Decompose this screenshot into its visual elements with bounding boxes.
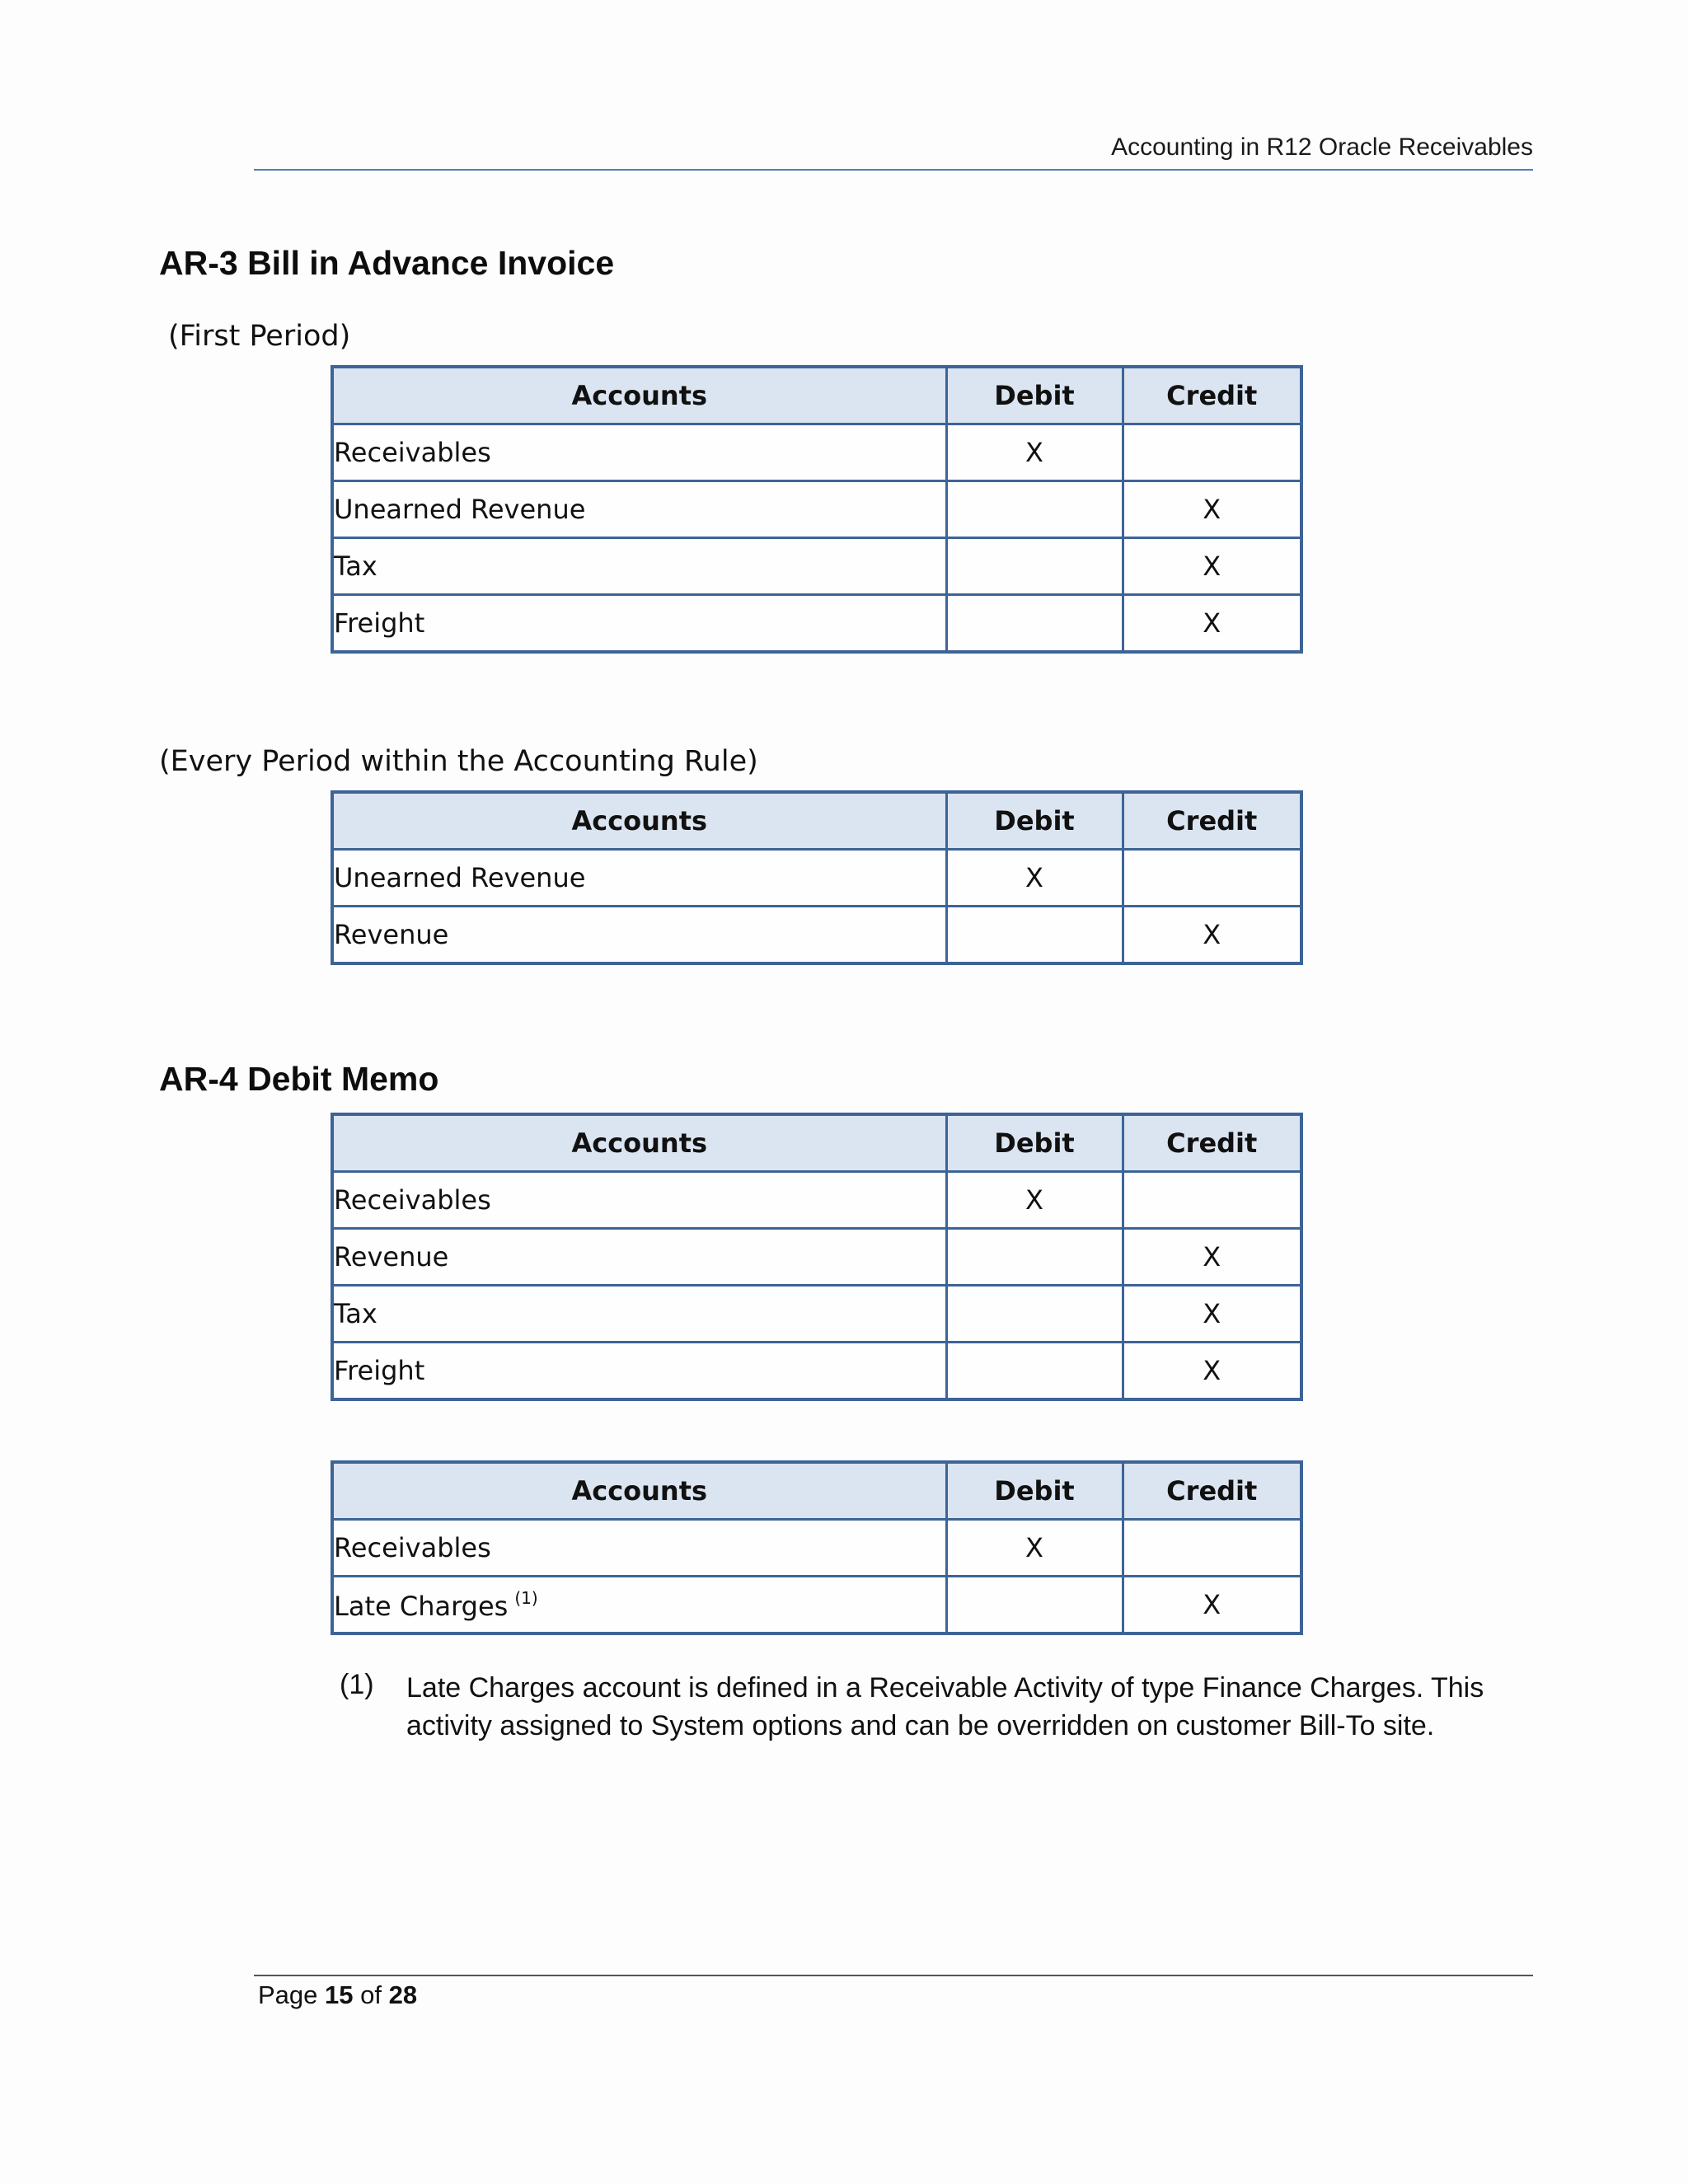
credit-cell [1123,424,1301,481]
account-name: Late Charges [334,1590,509,1622]
debit-cell [946,538,1123,595]
debit-cell [946,1286,1123,1343]
credit-cell: X [1123,907,1301,964]
credit-cell: X [1123,1343,1301,1400]
account-cell: Unearned Revenue [332,481,946,538]
credit-cell: X [1123,481,1301,538]
table-row [332,1229,1301,1286]
section-title-ar4: AR-4 Debit Memo [159,1060,439,1098]
account-cell: Revenue [332,1229,946,1286]
credit-header: Credit [1123,792,1301,850]
journal-table-ar3-every-period [331,790,1303,965]
every-period-label: (Every Period within the Accounting Rule) [159,745,758,778]
credit-cell [1123,1172,1301,1229]
account-cell: Tax [332,1286,946,1343]
table-row [332,1343,1301,1400]
of-label: of [360,1980,382,2009]
table-header-row [332,792,1301,850]
credit-cell [1123,850,1301,907]
credit-cell: X [1123,538,1301,595]
journal-table-ar3-first-period [331,365,1303,654]
table-row [332,595,1301,653]
table-row [332,481,1301,538]
accounts-header: Accounts [332,1462,946,1520]
account-cell [332,1577,946,1634]
table-header-row [332,367,1301,424]
account-cell: Revenue [332,907,946,964]
credit-header: Credit [1123,1462,1301,1520]
table-header-row [332,1114,1301,1172]
credit-header: Credit [1123,1114,1301,1172]
section-title-ar3: AR-3 Bill in Advance Invoice [159,244,615,282]
credit-cell: X [1123,1229,1301,1286]
page-current: 15 [325,1980,354,2009]
accounts-header: Accounts [332,367,946,424]
debit-cell [946,1577,1123,1634]
journal-table-ar4-debit-memo [331,1113,1303,1401]
debit-cell: X [946,1520,1123,1577]
credit-cell: X [1123,1286,1301,1343]
debit-header: Debit [946,367,1123,424]
table-header-row [332,1462,1301,1520]
table-row [332,907,1301,964]
credit-cell: X [1123,1577,1301,1634]
first-period-label: (First Period) [168,320,351,353]
page-total: 28 [388,1980,418,2009]
debit-header: Debit [946,1462,1123,1520]
debit-cell [946,595,1123,653]
footnote-number: (1) [340,1669,374,1700]
table-row [332,1172,1301,1229]
debit-cell [946,1229,1123,1286]
account-cell: Receivables [332,1172,946,1229]
debit-cell [946,481,1123,538]
account-cell: Receivables [332,424,946,481]
account-cell: Freight [332,595,946,653]
account-cell: Tax [332,538,946,595]
debit-cell [946,907,1123,964]
table-row [332,850,1301,907]
account-cell: Receivables [332,1520,946,1577]
table-row [332,538,1301,595]
account-cell: Unearned Revenue [332,850,946,907]
credit-header: Credit [1123,367,1301,424]
debit-cell: X [946,1172,1123,1229]
table-row [332,424,1301,481]
accounts-header: Accounts [332,792,946,850]
footnote-reference: (1) [514,1587,538,1608]
table-row [332,1577,1301,1634]
table-row [332,1286,1301,1343]
accounts-header: Accounts [332,1114,946,1172]
document-title: Accounting in R12 Oracle Receivables [1111,134,1533,161]
footnote-text: Late Charges account is defined in a Receivable Activity of type Finance Charges. This activity assigned to System options and can be overridden on customer Bill-To site. [406,1672,1484,1741]
debit-cell [946,1343,1123,1400]
debit-header: Debit [946,792,1123,850]
page-footer [258,1980,417,2010]
credit-cell [1123,1520,1301,1577]
debit-header: Debit [946,1114,1123,1172]
footer-divider [254,1975,1533,1976]
credit-cell: X [1123,595,1301,653]
journal-table-ar4-late-charges [331,1460,1303,1635]
debit-cell: X [946,850,1123,907]
debit-cell: X [946,424,1123,481]
header-divider [254,169,1533,171]
page-label: Page [258,1980,318,2009]
account-cell: Freight [332,1343,946,1400]
table-row [332,1520,1301,1577]
